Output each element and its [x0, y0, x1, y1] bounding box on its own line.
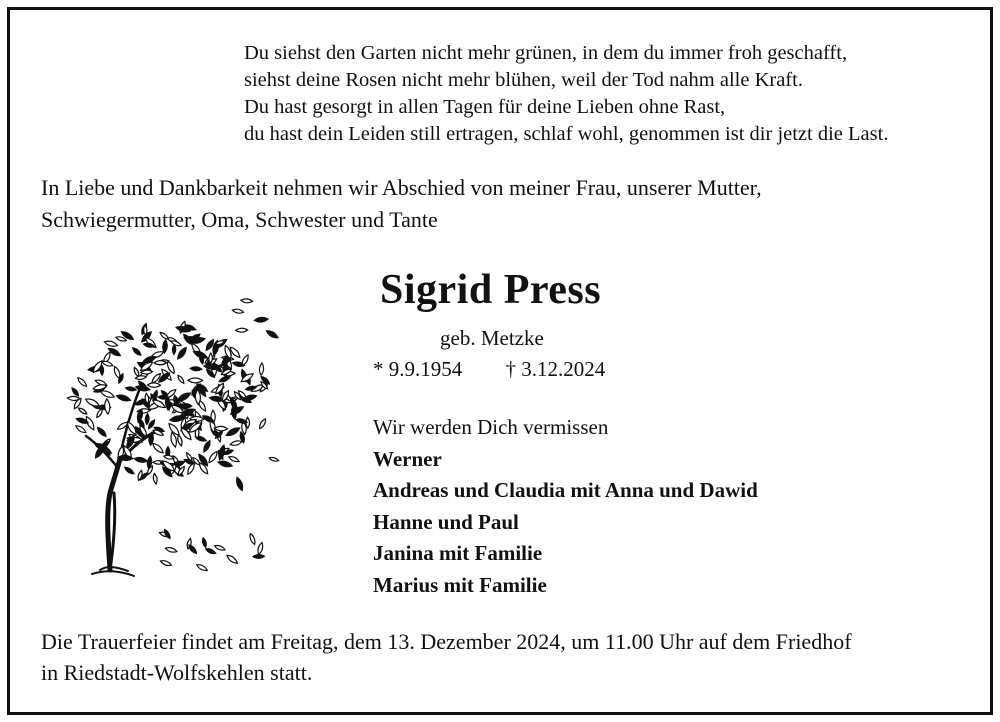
- mourner-name: Marius mit Familie: [373, 572, 547, 597]
- mourner-name: Janina mit Familie: [373, 541, 543, 565]
- mourner-name: Werner: [373, 446, 442, 471]
- poem: [244, 40, 888, 148]
- deceased-name: Sigrid Press: [380, 267, 602, 313]
- funeral-line: in Riedstadt-Wolfskehlen statt.: [41, 660, 313, 685]
- poem-line: du hast dein Leiden still ertragen, schlaf wohl, genommen ist dir jetzt die Last.: [244, 123, 889, 145]
- mourner-name: Andreas und Claudia mit Anna und Dawid: [373, 478, 758, 502]
- birth-date: * 9.9.1954: [373, 357, 463, 381]
- maiden-name: geb. Metzke: [440, 326, 544, 350]
- funeral-line: Die Trauerfeier findet am Freitag, dem 13. Dezember 2024, um 11.00 Uhr auf dem Friedhof: [41, 629, 852, 654]
- poem-line: Du hast gesorgt in allen Tagen für deine Lieben ohne Rast,: [244, 96, 726, 118]
- life-dates: [373, 357, 605, 382]
- mourner-name: Hanne und Paul: [373, 509, 519, 534]
- farewell-intro: [41, 172, 762, 236]
- death-date: † 3.12.2024: [505, 357, 606, 381]
- mourners-list: [373, 412, 758, 601]
- intro-line: Schwiegermutter, Oma, Schwester und Tante: [41, 207, 438, 232]
- mourners-intro: Wir werden Dich vermissen: [373, 415, 609, 439]
- poem-line: siehst deine Rosen nicht mehr blühen, weil der Tod nahm alle Kraft.: [244, 69, 803, 91]
- intro-line: In Liebe und Dankbarkeit nehmen wir Abschied von meiner Frau, unserer Mutter,: [41, 175, 762, 200]
- funeral-notice: [41, 626, 852, 688]
- windblown-tree-icon: [48, 288, 288, 578]
- poem-line: Du siehst den Garten nicht mehr grünen, in dem du immer froh geschafft,: [244, 42, 848, 64]
